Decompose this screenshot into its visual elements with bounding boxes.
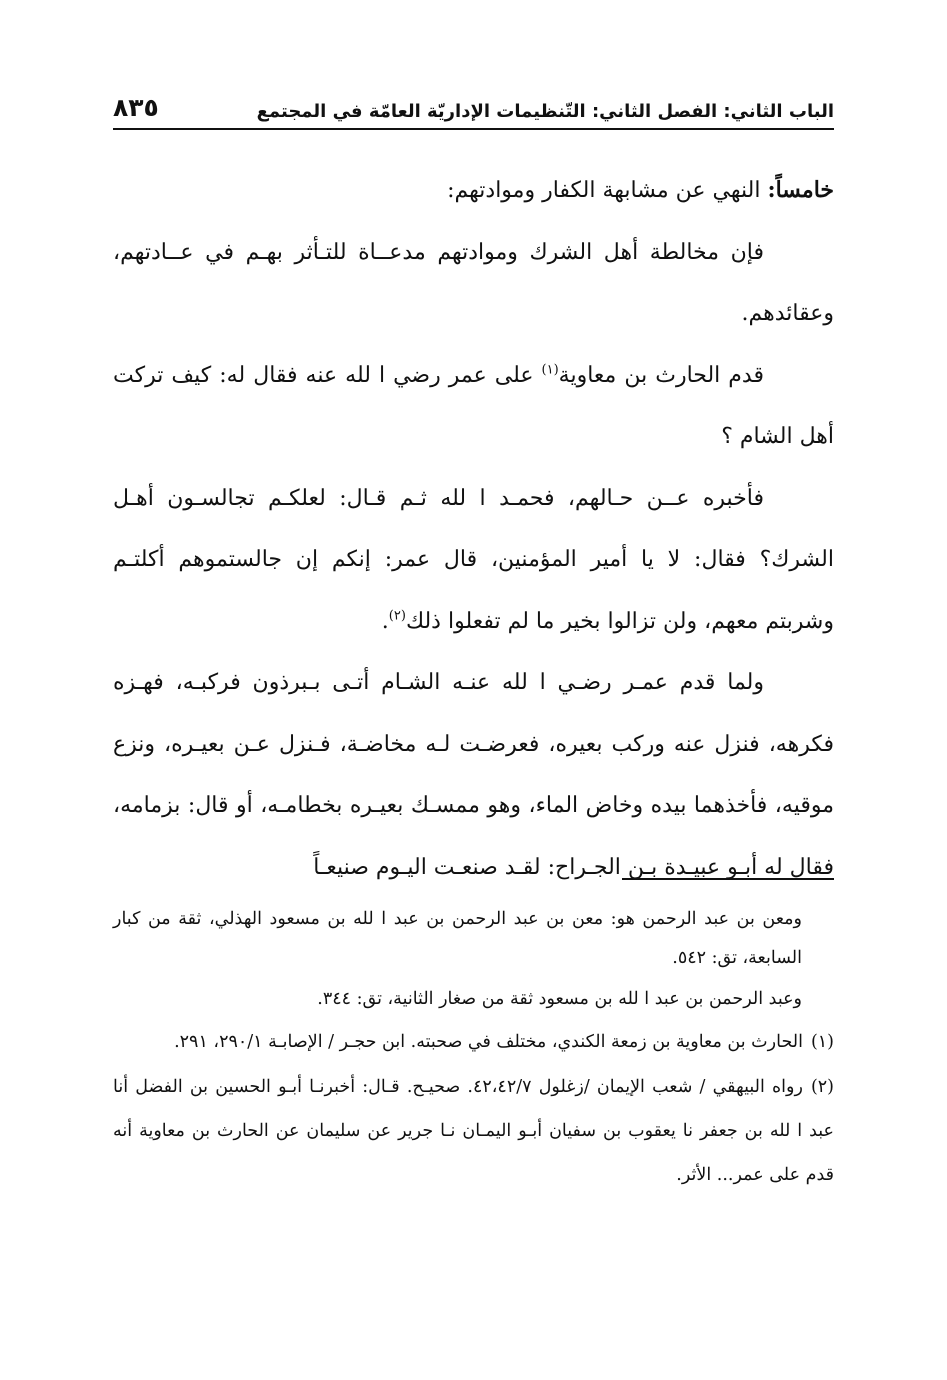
- footnote-continuation-1: ومعن بن عبد الرحمن هو: معن بن عبد الرحمن بن عبد ا لله بن مسعود الهذلي، ثقة من كبار السابعة، تق: ٥٤٢.: [113, 909, 802, 968]
- footnote-2-number: (٢): [810, 1077, 834, 1097]
- paragraph-3-text-a: فأخبره عــن حـالهم، فحمـد ا لله ثـم قـال: لعلكـم تجالسـون أهـل الشرك؟ فقال: لا يا أمير المؤمنين، قال عمر: إنكم إن جالستموهم أكلتـم وشربتم معهم، ولن تزالوا بخير ما لم تفعلوا ذلك: [113, 485, 834, 634]
- paragraph-3: [113, 468, 834, 653]
- footnote-2: [113, 1065, 834, 1197]
- running-title: الباب الثاني: الفصل الثاني: التّنظيمات الإداريّة العامّة في المجتمع: [256, 101, 834, 122]
- footnote-1: [113, 1020, 834, 1064]
- paragraph-3-text-b: .: [381, 608, 389, 634]
- footnote-1-number: (١): [810, 1032, 834, 1052]
- footnotes: [113, 900, 834, 1197]
- footnote-ref-1[interactable]: (١): [541, 362, 559, 378]
- paragraph-2-text-a: قدم الحارث بن معاوية: [558, 362, 764, 388]
- footnote-continuation-2: وعبد الرحمن بن عبد ا لله بن مسعود ثقة من صغار الثانية، تق: ٣٤٤.: [317, 989, 802, 1009]
- footnote-1-text: الحارث بن معاوية بن زمعة الكندي، مختلف في صحبته. ابن حجـر / الإصابـة ٢٩٠/١، ٢٩١.: [174, 1032, 803, 1052]
- footnote-2-text: رواه البيهقي / شعب الإيمان /زغلول ٤٢،٤٢/٧. صحيـح. قـال: أخبرنـا أبـو الحسين بن الفضل أنا عبد ا لله بن جعفر نا يعقوب بن سفيان أبـو اليمـان نـا جرير عن سليمان عن الحارث بن معاوية أنه قدم على عمر... الأثر.: [113, 1077, 834, 1185]
- main-text: [113, 160, 834, 898]
- section-lead: خامساً:: [767, 177, 834, 203]
- paragraph-2-text-b: على عمر رضي ا لله عنه فقال له: كيف تركت أهل الشام ؟: [113, 362, 834, 449]
- section-title: النهي عن مشابهة الكفار وموادتهم:: [447, 178, 761, 203]
- footnote-divider: [622, 878, 834, 880]
- paragraph-4: ولما قدم عمـر رضـي ا لله عنـه الشـام أتـى بـبرذون فركبـه، فهـزه فكرهه، فنزل عنه وركب بعيره، فعرضـت لـه مخاضـة، فـنزل عـن بعيـره، ونزع موقيه، فأخذهما بيده وخاض الماء، وهو ممسـك بعيـره بخطامـه، أو قال: بزمامه، فقال له أبـو عبيـدة بـن الجـراح: لقـد صنعـت اليـوم صنيعـاً: [113, 670, 834, 880]
- page-header: [113, 86, 834, 130]
- section-heading: [113, 160, 834, 222]
- paragraph-1: فإن مخالطة أهل الشرك وموادتهم مدعــاة للتـأثر بهـم في عــادتهم، وعقائدهم.: [113, 239, 834, 326]
- paragraph-2: [113, 345, 834, 468]
- page-number: ٨٣٥: [113, 93, 159, 122]
- footnote-ref-2[interactable]: (٢): [388, 608, 406, 624]
